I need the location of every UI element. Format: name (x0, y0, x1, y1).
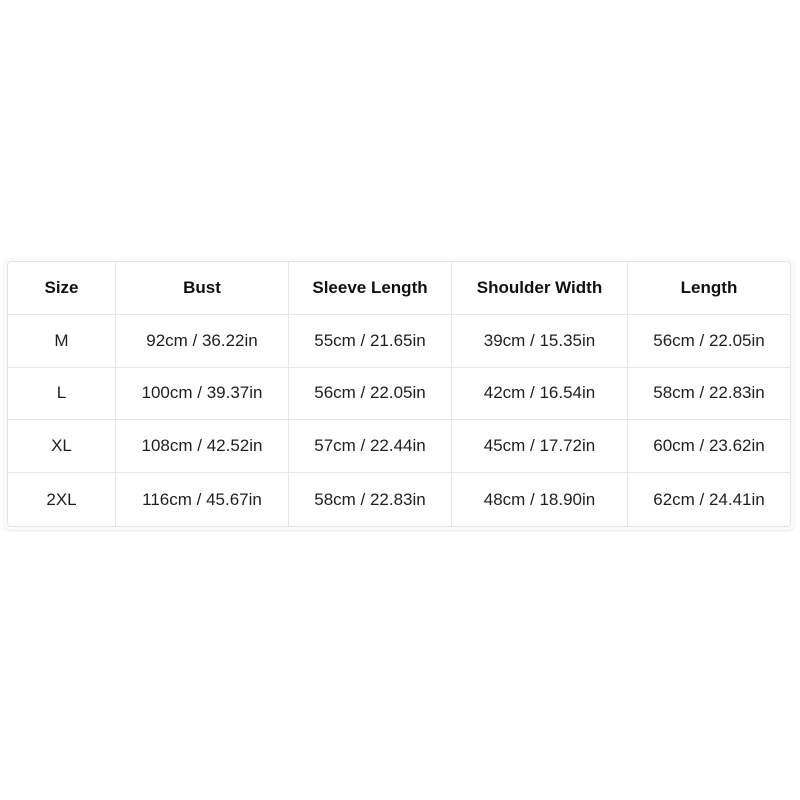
row-m-bust: 92cm / 36.22in (116, 315, 289, 368)
row-2xl-length: 62cm / 24.41in (653, 489, 765, 509)
row-2xl-sleeve-length: 58cm / 22.83in (289, 473, 452, 526)
row-xl-length: 60cm / 23.62in (628, 420, 790, 473)
header-size: Size (8, 262, 116, 315)
row-xl-size: XL (8, 420, 116, 473)
size-chart-table (7, 261, 791, 527)
row-l-length: 58cm / 22.83in (628, 368, 790, 421)
row-l-sleeve-length: 56cm / 22.05in (289, 368, 452, 421)
row-l-bust: 100cm / 39.37in (116, 368, 289, 421)
row-m-shoulder-width: 39cm / 15.35in (452, 315, 628, 368)
header-length: Length (628, 262, 790, 315)
row-2xl-shoulder-width: 48cm / 18.90in (452, 473, 628, 526)
header-sleeve-length: Sleeve Length (289, 262, 452, 315)
row-m-sleeve-length: 55cm / 21.65in (289, 315, 452, 368)
row-m-size: M (8, 315, 116, 368)
row-l-shoulder-width: 42cm / 16.54in (452, 368, 628, 421)
header-bust: Bust (116, 262, 289, 315)
row-xl-bust: 108cm / 42.52in (116, 420, 289, 473)
header-shoulder-width: Shoulder Width (452, 262, 628, 315)
row-2xl-size: 2XL (8, 473, 116, 526)
row-2xl-bust: 116cm / 45.67in (116, 473, 289, 526)
row-xl-shoulder-width: 45cm / 17.72in (452, 420, 628, 473)
row-l-size: L (8, 368, 116, 421)
row-m-length: 56cm / 22.05in (628, 315, 790, 368)
size-chart-container (4, 258, 794, 530)
row-xl-sleeve-length: 57cm / 22.44in (289, 420, 452, 473)
